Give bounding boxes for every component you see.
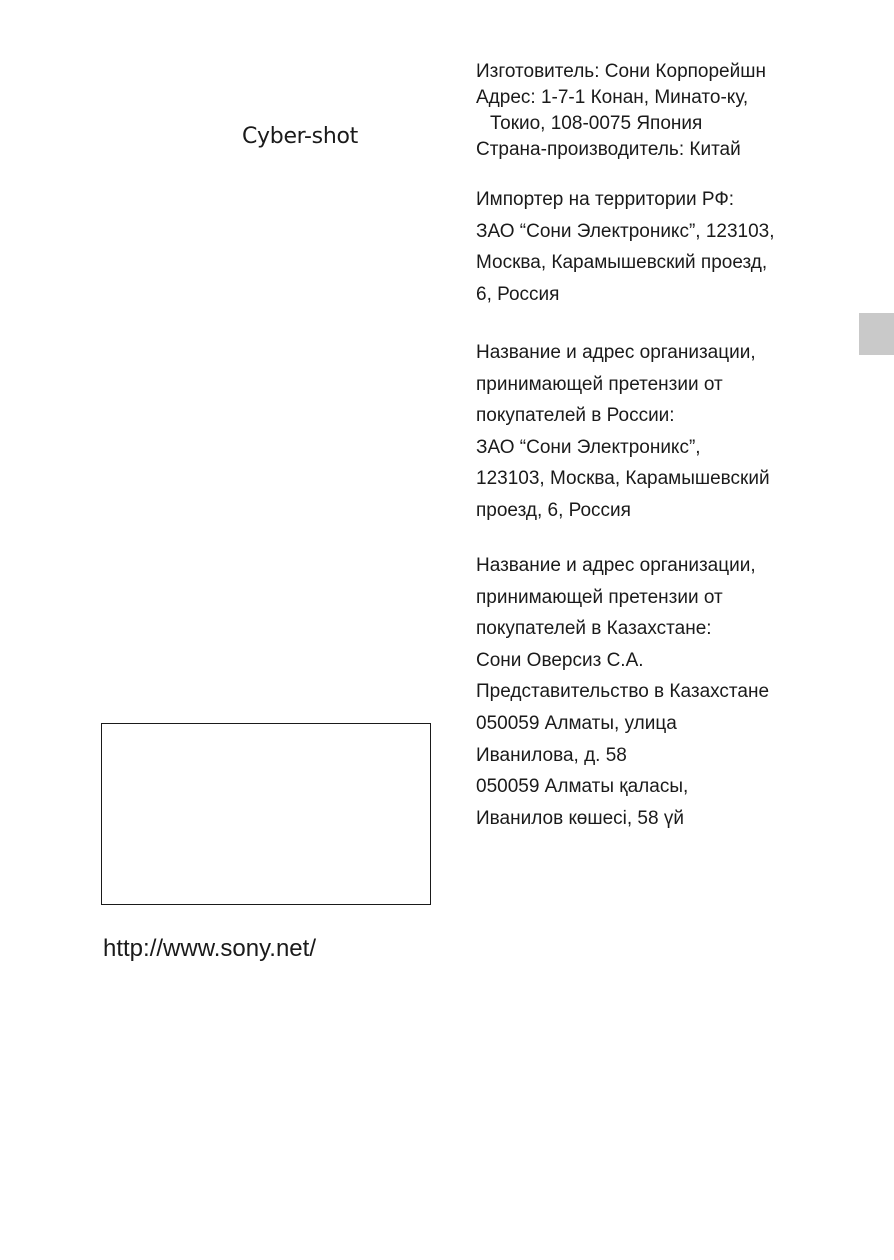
claims-russia-line: ЗАО “Сони Электроникс”, (476, 436, 701, 458)
claims-kazakhstan-line: Представительство в Казахстане (476, 681, 770, 703)
claims-kazakhstan-line: 050059 Алматы, улица (476, 712, 677, 734)
manufacturer-line: Адрес: 1-7-1 Конан, Минато-ку, (476, 87, 749, 108)
empty-frame (101, 723, 431, 905)
claims-russia-block (476, 337, 876, 527)
claims-kazakhstan-line: Название и адрес организации, (476, 555, 756, 576)
claims-russia-line: проезд, 6, Россия (476, 499, 631, 521)
claims-kazakhstan-line: 050059 Алматы қаласы, (476, 776, 689, 798)
manufacturer-line: Токио, 108-0075 Япония (490, 113, 703, 134)
claims-kazakhstan-block (476, 550, 876, 834)
importer-line: Импортер на территории РФ: (476, 189, 735, 210)
importer-line: Москва, Карамышевский проезд, (476, 252, 768, 274)
claims-russia-line: Название и адрес организации, (476, 342, 756, 363)
manufacturer-line: Страна-производитель: Китай (476, 139, 741, 160)
manufacturer-line: Изготовитель: Сони Корпорейшн (476, 61, 766, 82)
claims-kazakhstan-line: Иванилова, д. 58 (476, 744, 627, 766)
claims-kazakhstan-line: Иванилов көшесі, 58 үй (476, 807, 684, 829)
manufacturer-block (476, 59, 876, 163)
claims-kazakhstan-line: принимающей претензии от (476, 586, 723, 608)
claims-kazakhstan-line: Сони Оверсиз С.А. (476, 649, 644, 671)
claims-russia-line: покупателей в России: (476, 405, 675, 427)
importer-line: 6, Россия (476, 283, 560, 305)
cyber-shot-logo: Cyber-shot (242, 124, 358, 149)
sony-url: http://www.sony.net/ (103, 935, 316, 962)
importer-line: ЗАО “Сони Электроникс”, 123103, (476, 220, 775, 242)
claims-kazakhstan-line: покупателей в Казахстане: (476, 618, 712, 640)
claims-russia-line: 123103, Москва, Карамышевский (476, 468, 770, 490)
importer-block (476, 184, 876, 310)
claims-russia-line: принимающей претензии от (476, 373, 723, 395)
